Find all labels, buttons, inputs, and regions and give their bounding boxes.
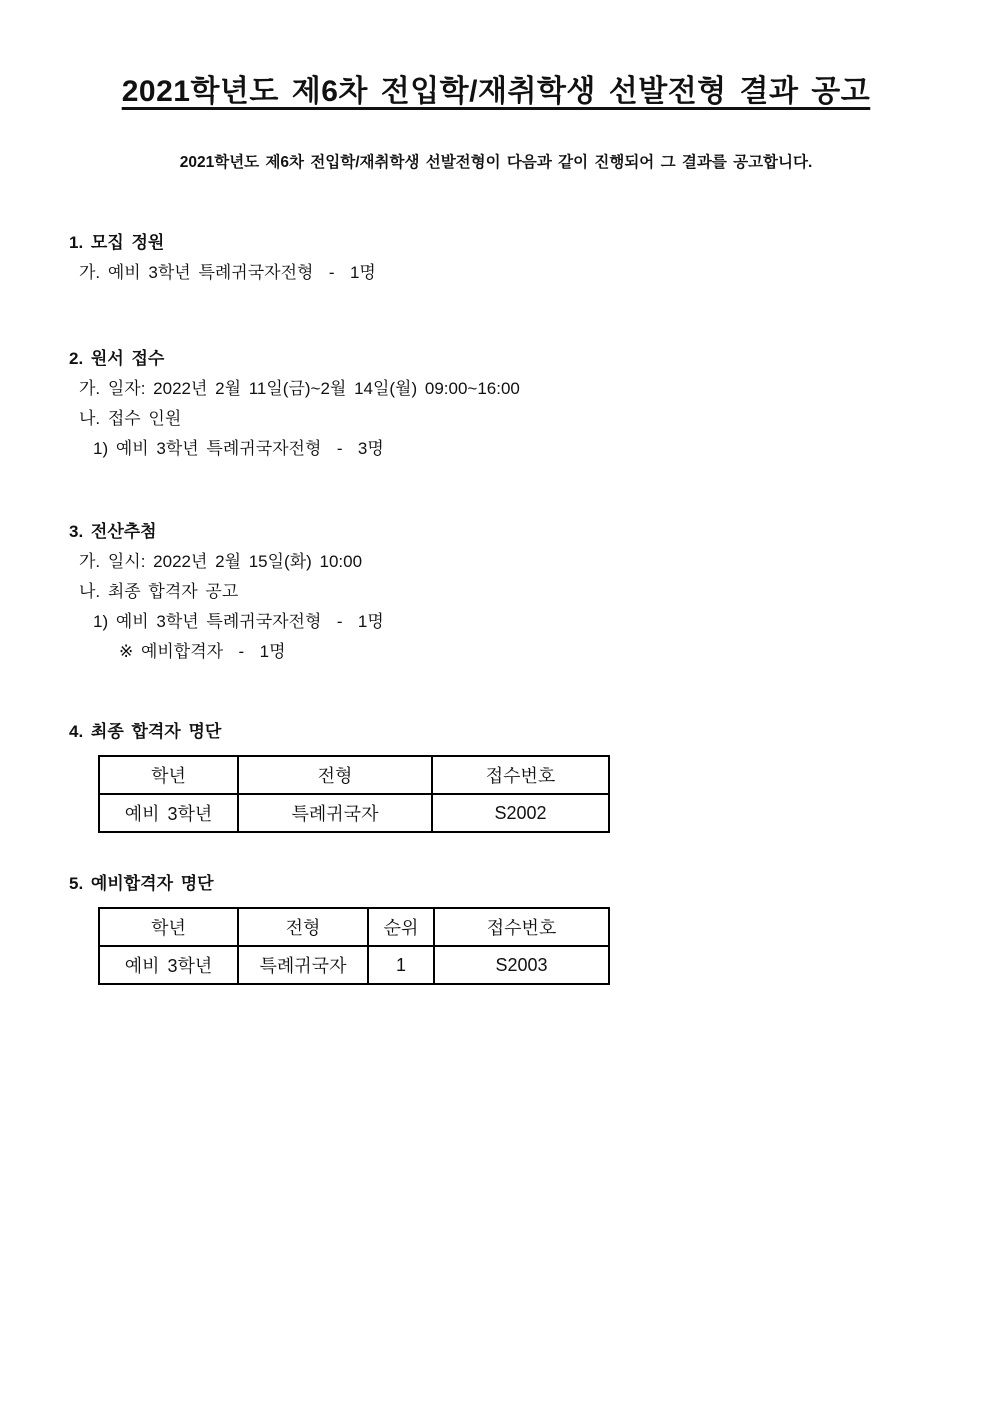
table-cell: S2002 xyxy=(432,794,609,832)
table-header-cell: 접수번호 xyxy=(434,908,609,946)
waitlist-table xyxy=(98,907,610,985)
table-cell: 특례귀국자 xyxy=(238,946,368,984)
list-item: 1) 예비 3학년 특례귀국자전형 - 1명 xyxy=(93,612,384,631)
table-row xyxy=(99,794,609,832)
section-recruitment-quota xyxy=(69,228,932,288)
document-body xyxy=(0,172,992,985)
table-cell: 특례귀국자 xyxy=(238,794,432,832)
list-item: 1) 예비 3학년 특례귀국자전형 - 3명 xyxy=(93,439,384,458)
table-header-cell: 전형 xyxy=(238,756,432,794)
table-header-row xyxy=(99,756,609,794)
table-cell: 예비 3학년 xyxy=(99,946,238,984)
section-waitlist xyxy=(69,869,932,985)
table-header-cell: 전형 xyxy=(238,908,368,946)
list-item: 나. 접수 인원 xyxy=(79,409,182,428)
list-item: 가. 일시: 2022년 2월 15일(화) 10:00 xyxy=(79,552,363,571)
list-item: 가. 일자: 2022년 2월 11일(금)~2월 14일(월) 09:00~16:00 xyxy=(79,379,520,398)
section-heading: 1. 모집 정원 xyxy=(69,233,165,252)
table-cell: 예비 3학년 xyxy=(99,794,238,832)
table-header-row xyxy=(99,908,609,946)
section-final-pass-list xyxy=(69,717,932,833)
table-cell: 1 xyxy=(368,946,434,984)
list-item: 나. 최종 합격자 공고 xyxy=(79,582,239,601)
section-heading: 2. 원서 접수 xyxy=(69,349,165,368)
table-row xyxy=(99,946,609,984)
page-subtitle: 2021학년도 제6차 전입학/재취학생 선발전형이 다음과 같이 진행되어 그 결과를 공고합니다. xyxy=(179,154,813,171)
table-header-cell: 순위 xyxy=(368,908,434,946)
section-application-receipt xyxy=(69,344,932,464)
final-pass-table xyxy=(98,755,610,833)
list-item: 가. 예비 3학년 특례귀국자전형 - 1명 xyxy=(79,263,376,282)
section-heading: 3. 전산추첨 xyxy=(69,522,157,541)
table-cell: S2003 xyxy=(434,946,609,984)
list-item: ※ 예비합격자 - 1명 xyxy=(119,642,286,661)
table-header-cell: 접수번호 xyxy=(432,756,609,794)
table-header-cell: 학년 xyxy=(99,756,238,794)
section-heading: 5. 예비합격자 명단 xyxy=(69,874,214,893)
table-header-cell: 학년 xyxy=(99,908,238,946)
section-computer-lottery xyxy=(69,517,932,667)
section-heading: 4. 최종 합격자 명단 xyxy=(69,722,222,741)
page-title: 2021학년도 제6차 전입학/재취학생 선발전형 결과 공고 xyxy=(121,75,871,108)
